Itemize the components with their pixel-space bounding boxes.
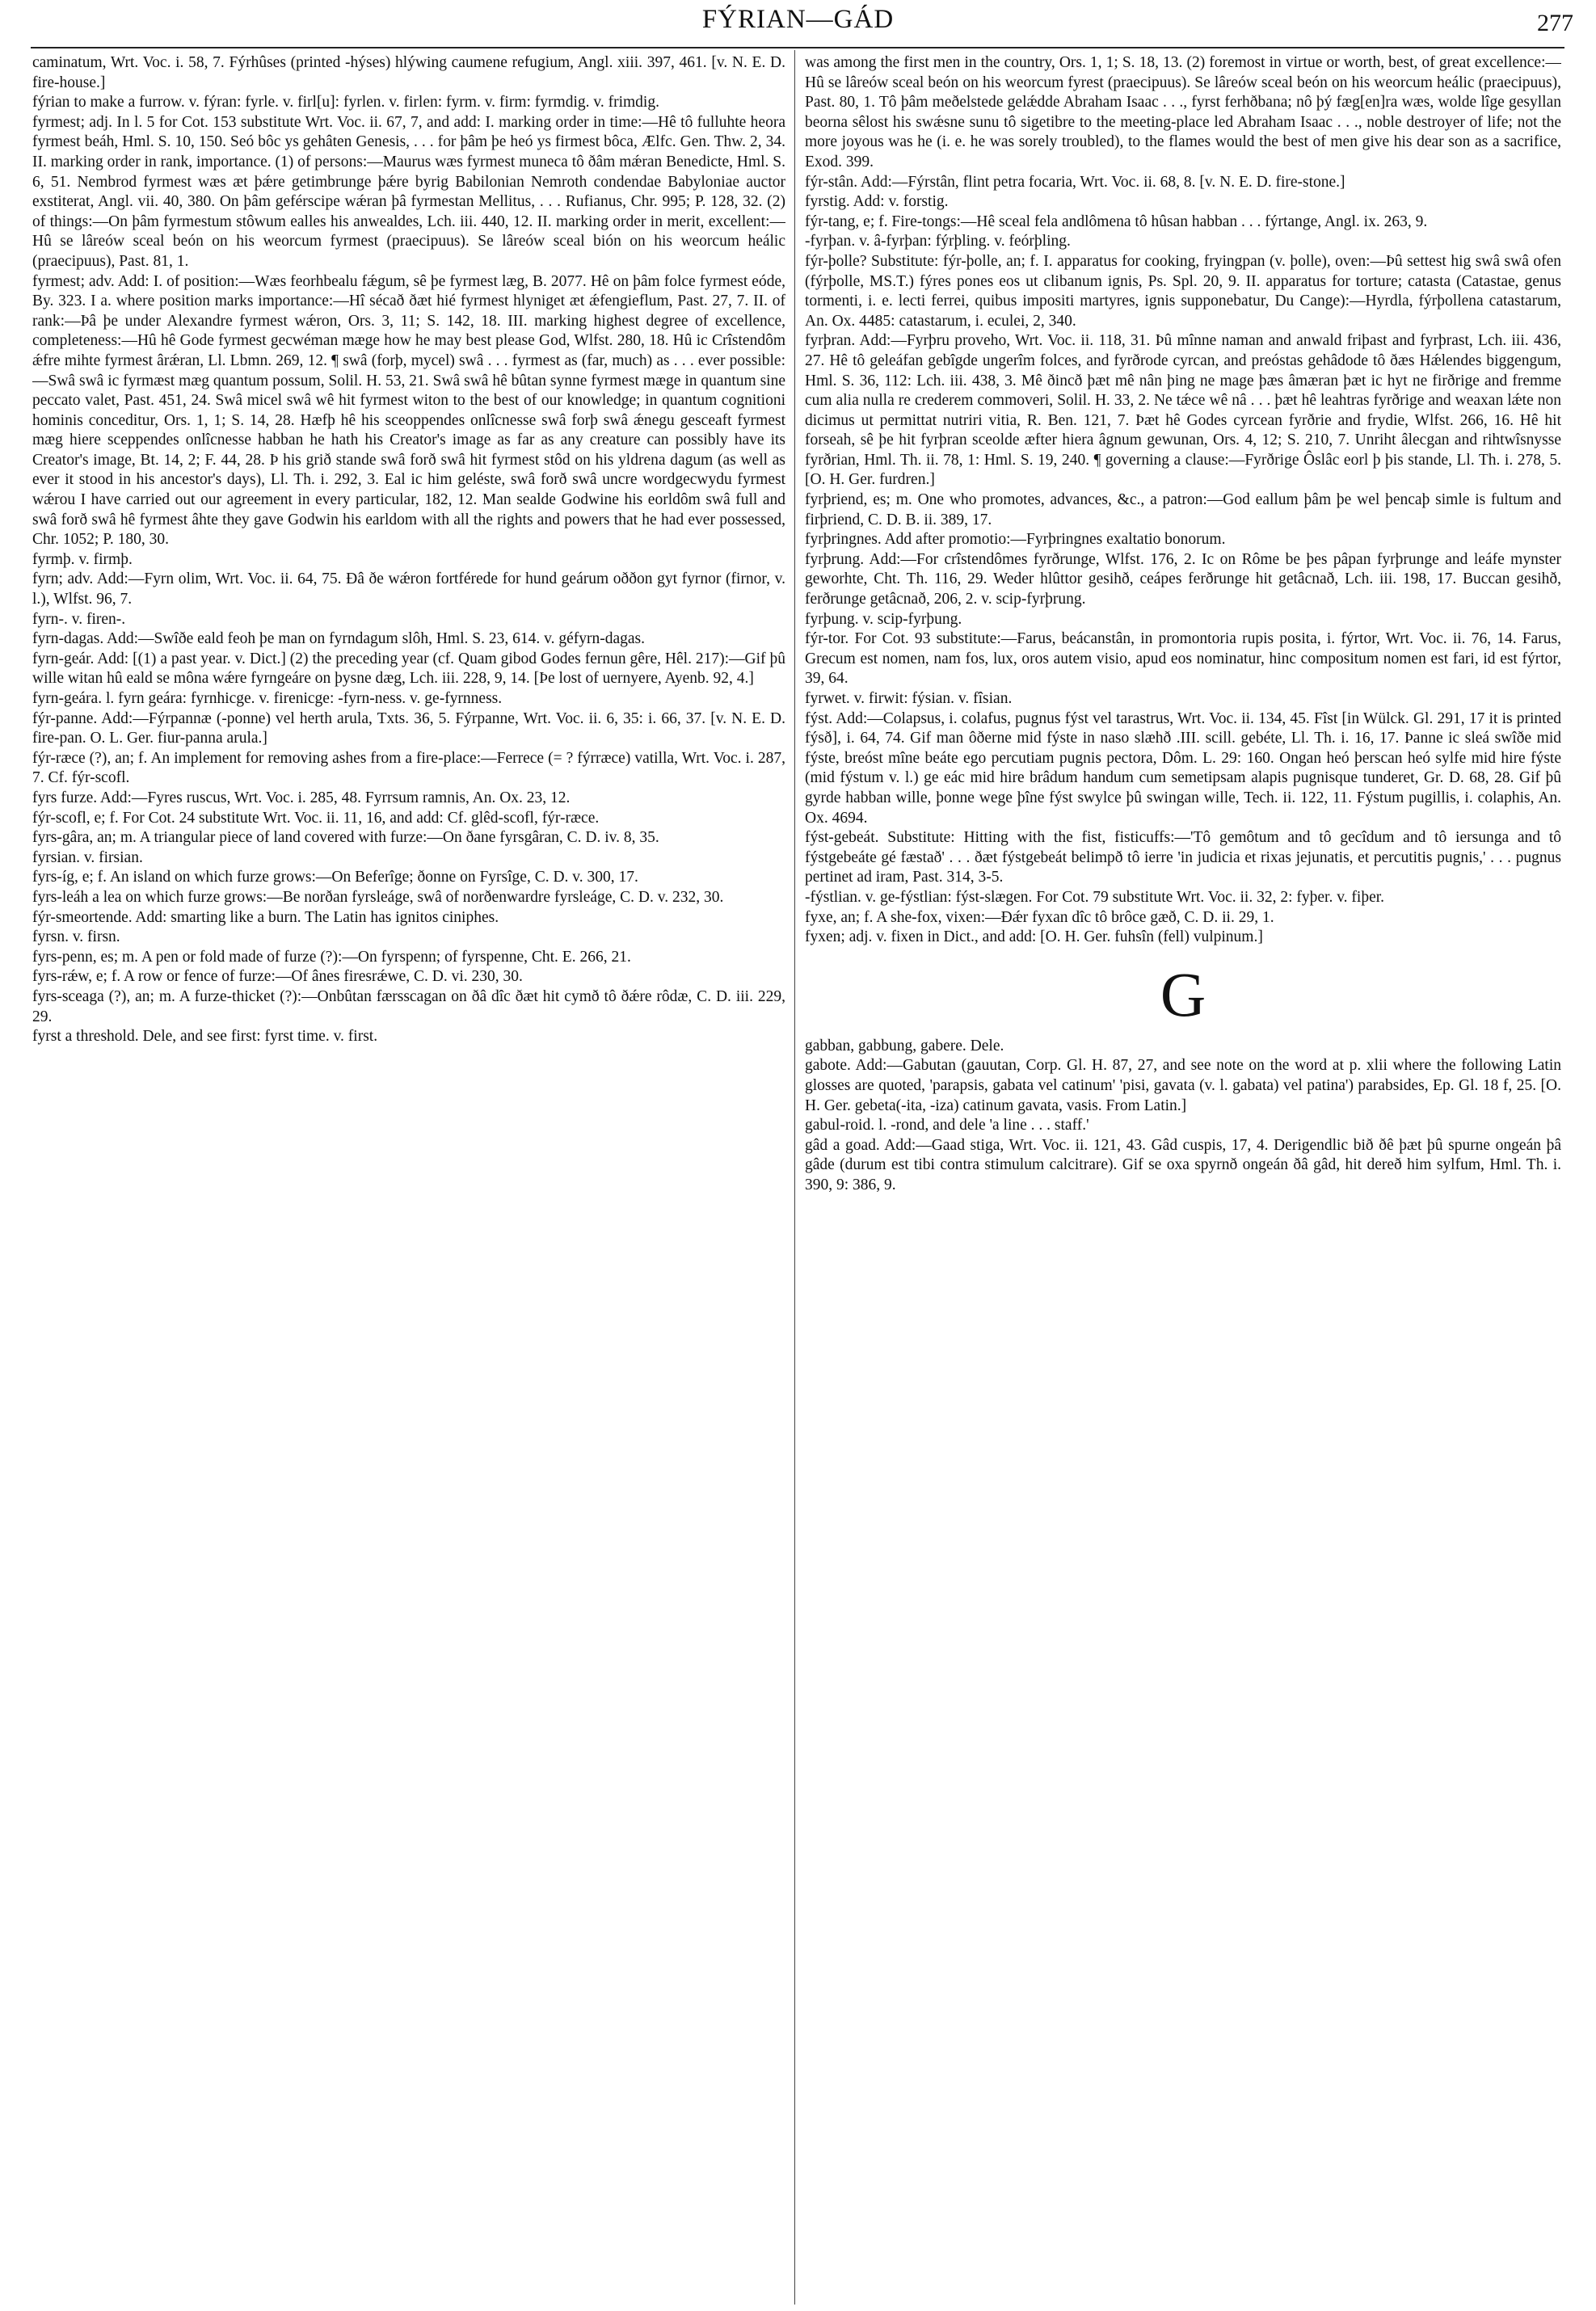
entry: gâd a goad. Add:—Gaad stiga, Wrt. Voc. ii. 121, 43. Gâd cuspis, 17, 4. Derigendlic bið ðê þæt þû spurne ongeán þâ gâde (durum est tibi contra stimulum calcitrare). Gif se oxa spyrnð ongeán ðâ gâd, hit dereð him sylfum, Hml. Th. i. 390, 9: 386, 9. [805, 1136, 1561, 1193]
entry: fyrþrung. Add:—For crîstendômes fyrðrunge, Wlfst. 176, 2. Ic on Rôme be þes pâpan fyrþrunge and leáfe mynster geworhte, Cht. Th. 116, 29. Weder hlûttor gesihð, ceápes ferðrunge hit getâcnað, Lch. iii. 198, 17. Buccan gesihð, ferðrunge getâcnað, 206, 2. v. scip-fyrþrung. [805, 550, 1561, 608]
entry: fyrmest; adj. In l. 5 for Cot. 153 substitute Wrt. Voc. ii. 67, 7, and add: I. marking order in time:—Hê tô fulluhte heora fyrmest beáh, Hml. S. 10, 150. Seó bôc ys gehâten Genesis, . . . for þâm þe heó ys firmest bôca, Ælfc. Gen. Thw. 2, 34. II. marking order in rank, importance. (1) of persons:—Maurus wæs fyrmest muneca tô ðâm mǽran Benedicte, Hml. S. 6, 51. Nembrod fyrmest wæs æt þǽre getimbrunge þǽre byrig Babilonian Nemroth condendae Babyloniae auctor exstiterat, Angl. vii. 40, 380. On þâm geférscipe wǽran þâ fyrmestan Mellitus, . . . Rufianus, Chr. 995; P. 128, 32. (2) of things:—On þâm fyrmestum stôwum ealles his anwealdes, Lch. iii. 440, 12. II. marking order in merit, excellent:—Hû se lâreów sceal beón on his weorcum fyrmest (praecipuus). Se lâreów sceal bión on his weorcum heálic (praecipuus), Past. 81, 1. [32, 113, 785, 270]
entry: fyrsian. v. firsian. [32, 848, 143, 866]
entry: fyrs-leáh a lea on which furze grows:—Be norðan fyrsleáge, swâ of norðenwardre fyrsleáge, C. D. v. 232, 30. [32, 888, 724, 906]
entry: fýr-tang, e; f. Fire-tongs:—Hê sceal fela andlômena tô hûsan habban . . . fýrtange, Angl. ix. 263, 9. [805, 213, 1428, 230]
column-divider [794, 50, 795, 2305]
entry: fyrþung. v. scip-fyrþung. [805, 610, 962, 628]
entry: fyrn-geára. l. fyrn geára: fyrnhicge. v. firenicge: -fyrn-ness. v. ge-fyrnness. [32, 690, 503, 707]
running-head: FÝRIAN—GÁD [701, 5, 895, 34]
page-number: 277 [1537, 10, 1573, 36]
entry: fýr-ræce (?), an; f. An implement for removing ashes from a fire-place:—Ferrece (= ? fýrræce) vatilla, Wrt. Voc. i. 287, 7. Cf. fýr-scofl. [32, 749, 785, 787]
entry: fýst-gebeát. Substitute: Hitting with the fist, fisticuffs:—'Tô gemôtum and tô gecîdum and tô iersunga and tô fýstgebeáte gé fæstað' . . . ðæt fýstgebeát belimpð tô ierre 'in judicia et rixas jejunatis, et percutitis pugnis,' . . . pugnus pertinet ad iram, Past. 314, 3-5. [805, 829, 1561, 886]
entry: fýr-panne. Add:—Fýrpannæ (-ponne) vel herth arula, Txts. 36, 5. Fýrpanne, Wrt. Voc. ii. 6, 35: i. 66, 37. [v. N. E. D. fire-pan. O. L. Ger. fiur-panna arula.] [32, 709, 785, 747]
entry: fyrstig. Add: v. forstig. [805, 193, 949, 211]
entry: fyrs-rǽw, e; f. A row or fence of furze:—Of ânes firesrǽwe, C. D. vi. 230, 30. [32, 968, 523, 986]
entry: gabote. Add:—Gabutan (gauutan, Corp. Gl. H. 87, 27, and see note on the word at p. xlii where the following Latin glosses are quoted, 'parapsis, gabata vel catinum' 'pisi, gavata (v. l. gabata) vel patina') parabsides, Ep. Gl. 18 f, 25. [O. H. Ger. gebeta(-ita, -iza) catinum gavata, vasis. From Latin.] [805, 1057, 1561, 1114]
entry: caminatum, Wrt. Voc. i. 58, 7. Fýrhûses (printed -hýses) hlýwing caumene refugium, Angl. xiii. 397, 461. [v. N. E. D. fire-house.] [32, 54, 785, 91]
entry: fyrþringnes. Add after promotio:—Fyrþringnes exaltatio bonorum. [805, 531, 1226, 549]
entry: fýr-þolle? Substitute: fýr-þolle, an; f. I. apparatus for cooking, fryingpan (v. þolle), oven:—Þû settest hig swâ swâ ofen (fýrþolle, MS.T.) fýres pones eos ut clibanum ignis, Ps. Spl. 20, 9. II. apparatus for torture; catasta (Catastae, genus tormenti, i. e. lecti ferrei, quibus impositi martyres, ignis supponebatur, Du Cange):—Hyrdla, fýrþollena catastarum, An. Ox. 4485: catastarum, i. eculei, 2, 340. [805, 252, 1561, 330]
entry: fýr-stân. Add:—Fýrstân, flint petra focaria, Wrt. Voc. ii. 68, 8. [v. N. E. D. fire-stone.] [805, 173, 1345, 191]
entry: fyrmest; adv. Add: I. of position:—Wæs feorhbealu fǽgum, sê þe fyrmest læg, B. 2077. Hê on þâm folce fyrmest eóde, By. 323. I a. where position marks importance:—Hî sécað ðæt hié fyrmest hlyniget æt ǽfengieflum, Past. 27, 7. II. of rank:—Þâ þe under Alexandre fyrmest wǽron, Ors. 3, 11; S. 142, 18. III. marking highest degree of excellence, completeness:—Hû hê Gode fyrmest gecwéman mæge how he may best please God, Wlfst. 280, 18. Hû ic Crîstendôm ǽfre mihte fyrmest ârǽran, Ll. Lbmn. 269, 12. ¶ swâ (forþ, mycel) swâ . . . fyrmest as (far, much) as . . . ever possible:—Swâ swâ ic fyrmæst mæg quantum possum, Solil. H. 53, 21. Swâ swâ hê bûtan synne fyrmest mæge in quantum sine peccato valet, Past. 451, 24. Swâ micel swâ wê hit fyrmest witon to the best of our knowledge; in quantum cognitioni hominis conceditur, Ors. 1, 1; S. 14, 28. Hæfþ hê his sceoppendes onlîcnesse swâ forþ swâ ǽnegu gesceaft fyrmest mæg hiere sceppendes onlîcnesse habban he hath his Creator's image as far as any creature can possibly have its Creator's image, Bt. 14, 2; F. 44, 28. Þ his grið stande swâ forð swâ hit fyrmest stôd on his yldrena dagum (as well as ever it stood in his ancestor's days), Ll. Th. i. 292, 3. Eal ic him geléste, swâ forð swâ uncre wordgecwydu fyrmest wǽrou I have carried out our agreement in every particular, 182, 12. Man sealde Godwine his eorldôm swâ full and swâ forð swâ hê fyrmest âhte they gave Godwin his earldom with all the rights and powers that he had ever possessed, Chr. 1052; P. 180, 30. [32, 272, 785, 549]
entry: fýr-scofl, e; f. For Cot. 24 substitute Wrt. Voc. ii. 11, 16, and add: Cf. glêd-scofl, fýr-ræce. [32, 809, 600, 827]
page-header [0, 5, 1596, 42]
entry: fyxen; adj. v. fixen in Dict., and add: [O. H. Ger. fuhsîn (fell) vulpinum.] [805, 928, 1263, 946]
entry: fyrn-geár. Add: [(1) a past year. v. Dict.] (2) the preceding year (cf. Quam gibod Godes fernun gêre, Hêl. 217):—Gif þû wille witan hû eald se môna wǽre fyrngeáre on þysne dæg, Lch. iii. 228, 9, 14. [Þe lost of uernyere, Ayenb. 92, 4.] [32, 650, 785, 688]
entry: fyrn-. v. firen-. [32, 610, 126, 628]
left-column [32, 53, 785, 2308]
entry: fyrn-dagas. Add:—Swîðe eald feoh þe man on fyrndagum slôh, Hml. S. 23, 614. v. géfyrn-dagas. [32, 630, 646, 648]
entry: gabul-roid. l. -rond, and dele 'a line . . . staff.' [805, 1117, 1089, 1134]
entry: gabban, gabbung, gabere. Dele. [805, 1037, 1004, 1054]
entry: fýst. Add:—Colapsus, i. colafus, pugnus fýst vel tarastrus, Wrt. Voc. ii. 134, 45. Fîst [in Wülck. Gl. 291, 17 it is printed fýsð], i. 64, 74. Gif man ôðerne mid fýste in naso slæhð .III. scill. gebéte, Ll. Th. i. 16, 17. Þanne ic sleá swîðe mid fýste, breóst mîne beáte ego percutiam pugnis pectora, Dôm. L. 29: 160. Ongan heó þerscan heó sylfe mid hire fýste (mid fýstum v. l.) ge eác mid hire brâdum handum cum semetipsam alapis pugnisque tunderet, Gr. D. 68, 28. Gif þû gyrde habban wille, þonne wege þîne fýst swylce þû swingan wille, Tech. ii. 122, 11. Fýstum pugillis, i. colaphis, An. Ox. 4694. [805, 709, 1561, 827]
entry: -fýstlian. v. ge-fýstlian: fýst-slægen. For Cot. 79 substitute Wrt. Voc. ii. 32, 2: fyþer. v. fiþer. [805, 888, 1385, 906]
entry: fyrþriend, es; m. One who promotes, advances, &c., a patron:—God eallum þâm þe wel þencaþ simle is fultum and firþriend, C. D. B. ii. 389, 17. [805, 491, 1561, 528]
entry: fyrþran. Add:—Fyrþru proveho, Wrt. Voc. ii. 118, 31. Þû mînne naman and anwald friþast and fyrþrast, Lch. iii. 436, 27. Hê tô geleáfan gebîgde ungerîm folces, and fyrðrode cyrcan, and preóstas gehâdode tô ðæs Hǽlendes biggengum, Hml. S. 36, 112: Lch. iii. 438, 3. Mê ðincð þæt mê nân þing ne mage þæs âmæran þæt ic hyt ne firðrige and fremme cum alia nulla re crederem commoveri, Solil. H. 33, 2. Ne tǽce wê nâ . . . þæt hê leahtras fyrðrige and weaxan lǽte non dicimus ut permittat nutriri vitia, R. Ben. 121, 7. Þæt hê Godes cyrcean fyrðrie and frydie, Wlfst. 266, 16. Hê hit forseah, sê þe hit fyrþran sceolde æfter hiera âgnum gewunan, Ors. 4, 12; S. 210, 7. Unriht âlecgan and rihtwîsnysse fyrðrian, Hml. Th. ii. 78, 1: Hml. S. 19, 240. ¶ governing a clause:—Fyrðrige Ôslâc eorl þ þis stande, Ll. Th. i. 278, 5. [O. H. Ger. furdren.] [805, 332, 1561, 489]
entry: fyrs-gâra, an; m. A triangular piece of land covered with furze:—On ðane fyrsgâran, C. D. iv. 8, 35. [32, 829, 659, 847]
entry: fýr-smeortende. Add: smarting like a burn. The Latin has ignitos ciniphes. [32, 908, 499, 926]
header-rule [31, 47, 1564, 48]
entry: fyrsn. v. firsn. [32, 928, 120, 946]
entry: fyrs furze. Add:—Fyres ruscus, Wrt. Voc. i. 285, 48. Fyrrsum ramnis, An. Ox. 23, 12. [32, 789, 571, 806]
section-letter-heading: G [1160, 958, 1206, 1029]
entry: fyrs-sceaga (?), an; m. A furze-thicket (?):—Onbûtan færsscagan on ðâ dîc ðæt hit cymð tô ðǽre rôdæ, C. D. iii. 229, 29. [32, 987, 785, 1025]
entry: fyrs-íg, e; f. An island on which furze grows:—On Beferîge; ðonne on Fyrsîge, C. D. v. 300, 17. [32, 869, 638, 886]
entry: fyrwet. v. firwit: fýsian. v. fîsian. [805, 690, 1013, 707]
entry: fyrst a threshold. Dele, and see first: fyrst time. v. first. [32, 1028, 378, 1046]
entry: fyrs-penn, es; m. A pen or fold made of furze (?):—On fyrspenn; of fyrspenne, Cht. E. 266, 21. [32, 948, 631, 966]
entry: fyrmþ. v. firmþ. [32, 550, 133, 568]
entry: was among the first men in the country, Ors. 1, 1; S. 18, 13. (2) foremost in virtue or worth, best, of great excellence:—Hû se lâreów sceal beón on his weorcum fyrest (praecipuus). Se lâreów sceal beón on his weorcum heálic (praecipuus), Past. 80, 1. Tô þâm meðelstede gelǽdde Abraham Isaac . . ., fyrst ferhðbana; nô þý fæg[en]ra wæs, wolde lîge gesyllan beorna sêlost his swǽsne sunu tô sigetibre to the meeting-place led Abraham Isaac . . ., noble destroyer of life; not the more joyous was he (i. e. he was sorely troubled), to the flames would the best of men give his dear son as a sacrifice, Exod. 399. [805, 54, 1561, 170]
entry: fyrn; adv. Add:—Fyrn olim, Wrt. Voc. ii. 64, 75. Ðâ ðe wǽron fortférede for hund geárum oððon gyt fyrnor (firnor, v. l.), Wlfst. 96, 7. [32, 570, 785, 608]
entry: fyxe, an; f. A she-fox, vixen:—Ðǽr fyxan dîc tô brôce gæð, C. D. ii. 29, 1. [805, 908, 1274, 926]
entry: -fyrþan. v. â-fyrþan: fýrþling. v. feórþling. [805, 233, 1071, 250]
entry: fýr-tor. For Cot. 93 substitute:—Farus, beácanstân, in promontoria rupis posita, i. fýrtor, Wrt. Voc. ii. 76, 14. Farus, Grecum est nomen, nam fos, lux, oros autem visio, apud eos nominatur, hinc compositum nomen est fari, id est fýrtor, 39, 64. [805, 630, 1561, 688]
entry: fýrian to make a furrow. v. fýran: fyrle. v. firl[u]: fyrlen. v. firlen: fyrm. v. firm: fyrmdig. v. frimdig. [32, 94, 659, 112]
right-column [805, 53, 1561, 2308]
